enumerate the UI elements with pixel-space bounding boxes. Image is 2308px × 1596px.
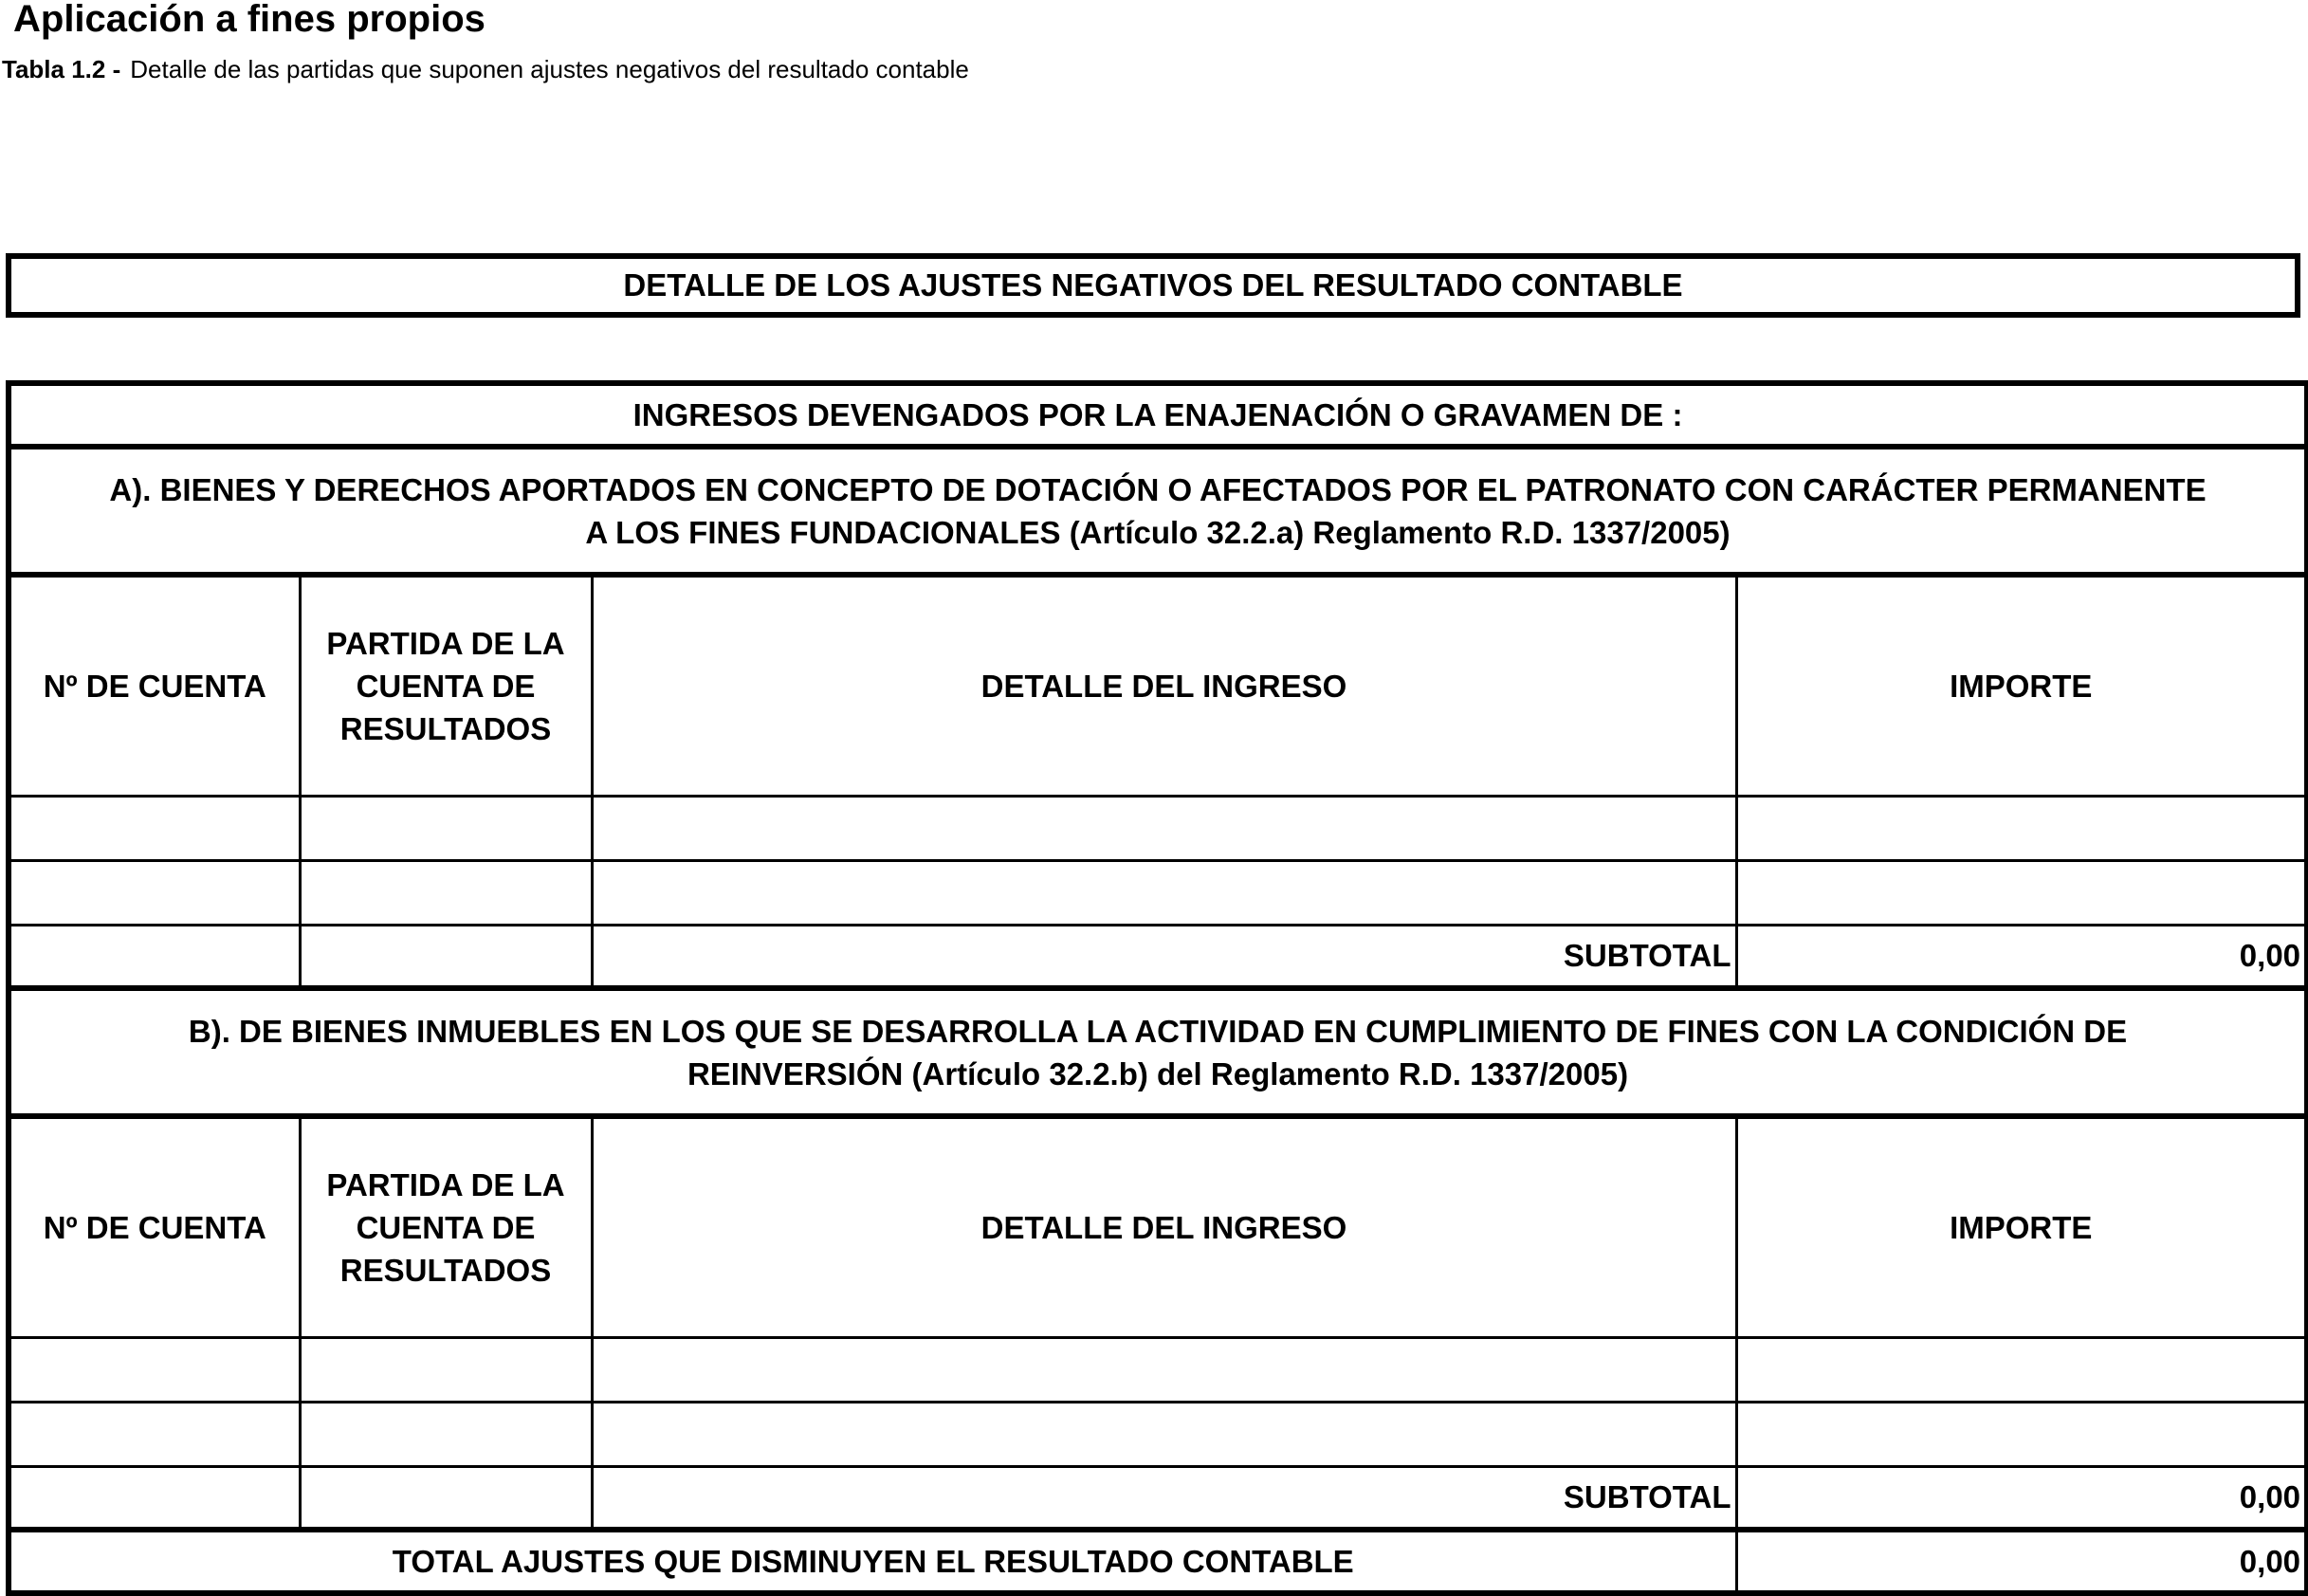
item-cell[interactable] [300,1402,592,1466]
section-b-column-header-row [9,1116,2307,1337]
detail-title: DETALLE DE LOS AJUSTES NEGATIVOS DEL RESULTADO CONTABLE [623,267,1683,303]
detail-cell[interactable] [592,1402,1736,1466]
detail-cell[interactable] [592,860,1736,925]
account-cell[interactable] [9,1337,300,1402]
subtotal-value: 0,00 [1736,1466,2307,1530]
account-cell [9,1466,300,1530]
col-header-amount: IMPORTE [1736,575,2307,796]
col-header-account: Nº DE CUENTA [9,1116,300,1337]
table-row [9,796,2307,860]
section-b-subtotal-row [9,1466,2307,1530]
section-a-title [9,447,2307,575]
table-header: INGRESOS DEVENGADOS POR LA ENAJENACIÓN O GRAVAMEN DE : [9,383,2307,447]
section-b-title [9,988,2307,1116]
amount-cell[interactable] [1736,1337,2307,1402]
col-header-amount: IMPORTE [1736,1116,2307,1337]
account-cell[interactable] [9,860,300,925]
account-cell [9,925,300,988]
caption-label: Tabla 1.2 - [2,55,121,83]
section-a-title-line2: A LOS FINES FUNDACIONALES (Artículo 32.2.a) Reglamento R.D. 1337/2005) [585,514,1731,550]
col-header-item-text: PARTIDA DE LA CUENTA DE RESULTADOS [326,1166,565,1288]
table-header-row [9,383,2307,447]
item-cell [300,925,592,988]
section-a-column-header-row [9,575,2307,796]
detail-cell[interactable] [592,1337,1736,1402]
section-a-subtotal-row [9,925,2307,988]
page-title: Aplicación a fines propios [13,0,485,40]
subtotal-label: SUBTOTAL [592,925,1736,988]
subtotal-value: 0,00 [1736,925,2307,988]
total-row [9,1530,2307,1593]
table-row [9,1402,2307,1466]
adjustments-table [6,380,2308,1596]
amount-cell[interactable] [1736,860,2307,925]
col-header-item [300,1116,592,1337]
item-cell [300,1466,592,1530]
detail-cell[interactable] [592,796,1736,860]
total-value: 0,00 [1736,1530,2307,1593]
amount-cell[interactable] [1736,796,2307,860]
table-row [9,1337,2307,1402]
caption-text: Detalle de las partidas que suponen ajustes negativos del resultado contable [130,55,969,83]
section-a-row [9,447,2307,575]
amount-cell[interactable] [1736,1402,2307,1466]
item-cell[interactable] [300,860,592,925]
detail-title-box [6,253,2300,318]
account-cell[interactable] [9,1402,300,1466]
total-label: TOTAL AJUSTES QUE DISMINUYEN EL RESULTADO CONTABLE [9,1530,1736,1593]
table-row [9,860,2307,925]
item-cell[interactable] [300,1337,592,1402]
col-header-account: Nº DE CUENTA [9,575,300,796]
col-header-detail: DETALLE DEL INGRESO [592,1116,1736,1337]
section-b-title-line2: REINVERSIÓN (Artículo 32.2.b) del Reglamento R.D. 1337/2005) [687,1055,1629,1092]
col-header-item-text: PARTIDA DE LA CUENTA DE RESULTADOS [326,625,565,746]
section-a-title-line1: A). BIENES Y DERECHOS APORTADOS EN CONCEPTO DE DOTACIÓN O AFECTADOS POR EL PATRONATO CON CARÁCTER PERMANENTE [109,471,2207,507]
account-cell[interactable] [9,796,300,860]
col-header-item [300,575,592,796]
subtotal-label: SUBTOTAL [592,1466,1736,1530]
table-caption [2,55,969,83]
section-b-row [9,988,2307,1116]
item-cell[interactable] [300,796,592,860]
col-header-detail: DETALLE DEL INGRESO [592,575,1736,796]
section-b-title-line1: B). DE BIENES INMUEBLES EN LOS QUE SE DESARROLLA LA ACTIVIDAD EN CUMPLIMIENTO DE FINES CON LA CONDICIÓN DE [188,1013,2128,1049]
